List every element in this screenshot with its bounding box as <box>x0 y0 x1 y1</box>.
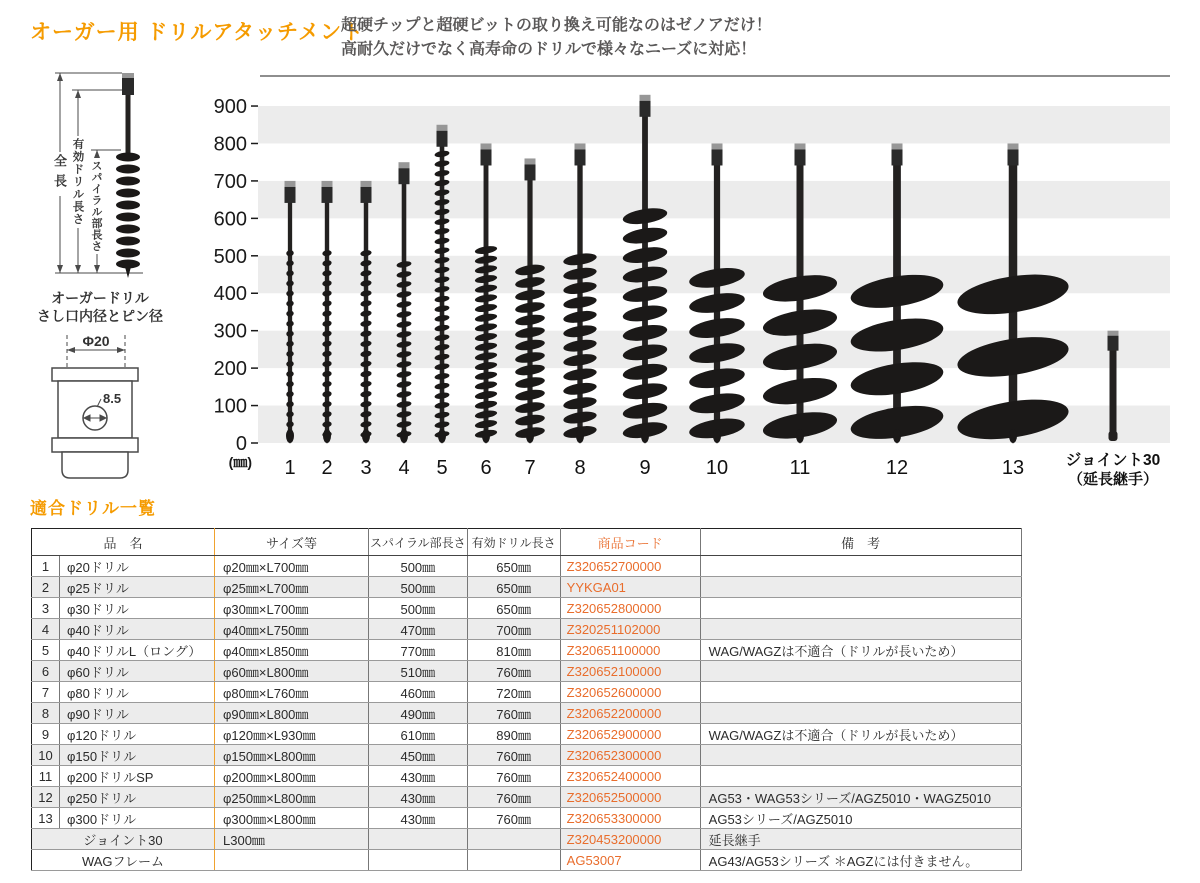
table-cell: YYKGA01 <box>560 577 700 598</box>
y-tick-label: 900 <box>213 96 247 119</box>
column-header: スパイラル部長さ <box>369 529 468 556</box>
table-cell: φ25ドリル <box>60 577 215 598</box>
socket-diagram <box>52 333 138 478</box>
y-tick-label: 100 <box>213 395 247 418</box>
table-header-row <box>32 529 1022 556</box>
table-cell <box>700 661 1021 682</box>
table-row <box>32 640 1022 661</box>
table-row <box>32 745 1022 766</box>
table-cell <box>700 682 1021 703</box>
table-cell: φ20㎜×L700㎜ <box>215 556 369 577</box>
table-cell: 760㎜ <box>467 808 560 829</box>
table-cell <box>700 619 1021 640</box>
column-header: 有効ドリル長さ <box>467 529 560 556</box>
table-cell: 3 <box>32 598 60 619</box>
table-cell: 延長継手 <box>700 829 1021 850</box>
table-row <box>32 682 1022 703</box>
table-cell: WAG/WAGZは不適合（ドリルが長いため） <box>700 640 1021 661</box>
column-header: 品 名 <box>32 529 215 556</box>
table-cell: φ150㎜×L800㎜ <box>215 745 369 766</box>
dim-effective-length-label: 有効ドリル長さ <box>71 138 84 226</box>
table-cell: φ30ドリル <box>60 598 215 619</box>
table-cell <box>467 829 560 850</box>
table-cell: φ60㎜×L800㎜ <box>215 661 369 682</box>
table-cell: Z320652600000 <box>560 682 700 703</box>
table-cell: 500㎜ <box>369 577 468 598</box>
table-cell: WAGフレーム <box>32 850 215 871</box>
y-axis-unit: (㎜) <box>228 454 252 470</box>
y-tick-label: 400 <box>213 283 247 306</box>
table-cell <box>700 598 1021 619</box>
x-tick-label: 12 <box>885 457 909 479</box>
table-row <box>32 598 1022 619</box>
table-cell <box>700 556 1021 577</box>
y-tick-label: 600 <box>213 208 247 231</box>
table-cell: 470㎜ <box>369 619 468 640</box>
column-header: 備 考 <box>700 529 1021 556</box>
table-cell: 5 <box>32 640 60 661</box>
table-cell <box>215 850 369 871</box>
table-cell: 10 <box>32 745 60 766</box>
table-cell: 500㎜ <box>369 598 468 619</box>
table-heading: 適合ドリル一覧 <box>30 499 156 518</box>
table-cell: 9 <box>32 724 60 745</box>
description-line-1: 超硬チップと超硬ビットの取り換え可能なのはゼノアだけ！ <box>341 17 772 34</box>
table-cell: φ300㎜×L800㎜ <box>215 808 369 829</box>
table-cell: 760㎜ <box>467 787 560 808</box>
table-cell: Z320652500000 <box>560 787 700 808</box>
y-tick-label: 700 <box>213 170 247 193</box>
table-cell: 13 <box>32 808 60 829</box>
table-cell: 890㎜ <box>467 724 560 745</box>
table-cell: 6 <box>32 661 60 682</box>
table-cell: WAG/WAGZは不適合（ドリルが長いため） <box>700 724 1021 745</box>
table-cell: L300㎜ <box>215 829 369 850</box>
table-cell: Z320652200000 <box>560 703 700 724</box>
table-cell: 430㎜ <box>369 766 468 787</box>
table-cell: φ90㎜×L800㎜ <box>215 703 369 724</box>
table-row <box>32 787 1022 808</box>
page-title: オーガー用 ドリルアタッチメント <box>30 21 365 44</box>
table-cell: φ25㎜×L700㎜ <box>215 577 369 598</box>
y-tick-label: 500 <box>213 245 247 268</box>
table-cell: φ300ドリル <box>60 808 215 829</box>
table-cell: 770㎜ <box>369 640 468 661</box>
table-cell: φ80㎜×L760㎜ <box>215 682 369 703</box>
table-cell <box>700 577 1021 598</box>
table-row <box>32 808 1022 829</box>
table-cell: φ20ドリル <box>60 556 215 577</box>
y-tick-label: 200 <box>213 358 247 381</box>
table-cell: Z320651100000 <box>560 640 700 661</box>
x-tick-label: 4 <box>398 457 410 479</box>
table-cell <box>700 703 1021 724</box>
x-tick-label: 5 <box>436 457 448 479</box>
table-cell: φ40㎜×L750㎜ <box>215 619 369 640</box>
table-cell <box>369 829 468 850</box>
table-cell <box>467 850 560 871</box>
table-cell: 760㎜ <box>467 766 560 787</box>
diagram-caption-line1: オーガードリル <box>51 290 149 306</box>
dim-spiral-length-label: スパイラル部長さ <box>90 160 102 252</box>
x-tick-label: 3 <box>360 457 372 479</box>
x-tick-label: 9 <box>639 457 651 479</box>
table-row <box>32 703 1022 724</box>
table-row <box>32 766 1022 787</box>
table-cell: Z320652700000 <box>560 556 700 577</box>
table-cell: Z320453200000 <box>560 829 700 850</box>
table-cell: Z320652400000 <box>560 766 700 787</box>
x-tick-label: 8 <box>574 457 586 479</box>
table-cell: φ40ドリルL（ロング） <box>60 640 215 661</box>
table-cell: 460㎜ <box>369 682 468 703</box>
drill-pictogram <box>116 73 140 278</box>
table-cell: 700㎜ <box>467 619 560 640</box>
table-row <box>32 556 1022 577</box>
spec-table <box>31 528 1022 871</box>
y-tick-label: 0 <box>235 433 247 455</box>
table-cell: Z320653300000 <box>560 808 700 829</box>
table-cell: AG43/AG53シリーズ ＊AGZには付きません。 <box>700 850 1021 871</box>
table-cell: Z320652300000 <box>560 745 700 766</box>
table-cell: φ200㎜×L800㎜ <box>215 766 369 787</box>
x-tick-label: 13 <box>1001 457 1025 479</box>
table-cell: 4 <box>32 619 60 640</box>
y-tick-label: 300 <box>213 320 247 343</box>
table-cell <box>700 766 1021 787</box>
table-cell: 650㎜ <box>467 577 560 598</box>
table-cell: φ40ドリル <box>60 619 215 640</box>
table-cell: φ200ドリルSP <box>60 766 215 787</box>
table-cell: 610㎜ <box>369 724 468 745</box>
table-cell: 7 <box>32 682 60 703</box>
table-cell: AG53007 <box>560 850 700 871</box>
table-cell: 1 <box>32 556 60 577</box>
drill-2 <box>321 181 332 479</box>
table-cell: Z320652100000 <box>560 661 700 682</box>
table-cell: φ250㎜×L800㎜ <box>215 787 369 808</box>
table-cell: 11 <box>32 766 60 787</box>
table-row <box>32 661 1022 682</box>
table-cell: Z320251102000 <box>560 619 700 640</box>
table-cell: 720㎜ <box>467 682 560 703</box>
table-cell: 760㎜ <box>467 703 560 724</box>
drill-3 <box>360 181 372 479</box>
table-cell: 650㎜ <box>467 598 560 619</box>
table-cell <box>369 850 468 871</box>
table-cell: Z320652800000 <box>560 598 700 619</box>
drill-dimension-diagram <box>25 60 235 490</box>
drill-5 <box>434 125 450 479</box>
joint-label-line1: ジョイント30 <box>1065 452 1161 469</box>
table-cell: φ30㎜×L700㎜ <box>215 598 369 619</box>
table-cell: φ80ドリル <box>60 682 215 703</box>
column-header: 商品コード <box>560 529 700 556</box>
table-cell: 650㎜ <box>467 556 560 577</box>
x-tick-label: 10 <box>705 457 729 479</box>
x-tick-label: 6 <box>480 457 492 479</box>
table-cell: 430㎜ <box>369 808 468 829</box>
table-cell: 500㎜ <box>369 556 468 577</box>
dim-total-length-label: 全長 <box>52 154 67 194</box>
table-cell: AG53・WAG53シリーズ/AGZ5010・WAGZ5010 <box>700 787 1021 808</box>
table-cell: 430㎜ <box>369 787 468 808</box>
y-tick-label: 800 <box>213 133 247 156</box>
table-cell: Z320652900000 <box>560 724 700 745</box>
table-cell: φ120㎜×L930㎜ <box>215 724 369 745</box>
table-row <box>32 829 1022 850</box>
table-cell: φ40㎜×L850㎜ <box>215 640 369 661</box>
table-cell: 450㎜ <box>369 745 468 766</box>
table-cell: 760㎜ <box>467 661 560 682</box>
table-cell: 2 <box>32 577 60 598</box>
table-cell: 510㎜ <box>369 661 468 682</box>
table-cell: φ150ドリル <box>60 745 215 766</box>
x-tick-label: 11 <box>789 457 811 479</box>
table-cell: φ120ドリル <box>60 724 215 745</box>
table-cell <box>700 745 1021 766</box>
x-tick-label: 7 <box>524 457 536 479</box>
table-cell: 12 <box>32 787 60 808</box>
pin-diameter-label: 8.5 <box>103 391 122 406</box>
diagram-caption-line2: さし口内径とピン径 <box>37 308 163 324</box>
table-cell: 8 <box>32 703 60 724</box>
table-cell: ジョイント30 <box>32 829 215 850</box>
table-cell: 490㎜ <box>369 703 468 724</box>
grid-band <box>258 106 1170 143</box>
table-cell: φ250ドリル <box>60 787 215 808</box>
table-cell: φ90ドリル <box>60 703 215 724</box>
table-cell: 810㎜ <box>467 640 560 661</box>
table-row <box>32 577 1022 598</box>
table-row <box>32 724 1022 745</box>
x-tick-label: 1 <box>284 457 296 479</box>
table-row <box>32 619 1022 640</box>
table-cell: 760㎜ <box>467 745 560 766</box>
x-tick-label: 2 <box>321 457 333 479</box>
column-header: サイズ等 <box>215 529 369 556</box>
table-cell: φ60ドリル <box>60 661 215 682</box>
joint-label-line2: （延長継手） <box>1067 471 1159 488</box>
socket-diameter-label: Φ20 <box>82 333 110 349</box>
table-row <box>32 850 1022 871</box>
description-line-2: 高耐久だけでなく高寿命のドリルで様々なニーズに対応！ <box>341 41 757 58</box>
table-cell: AG53シリーズ/AGZ5010 <box>700 808 1021 829</box>
